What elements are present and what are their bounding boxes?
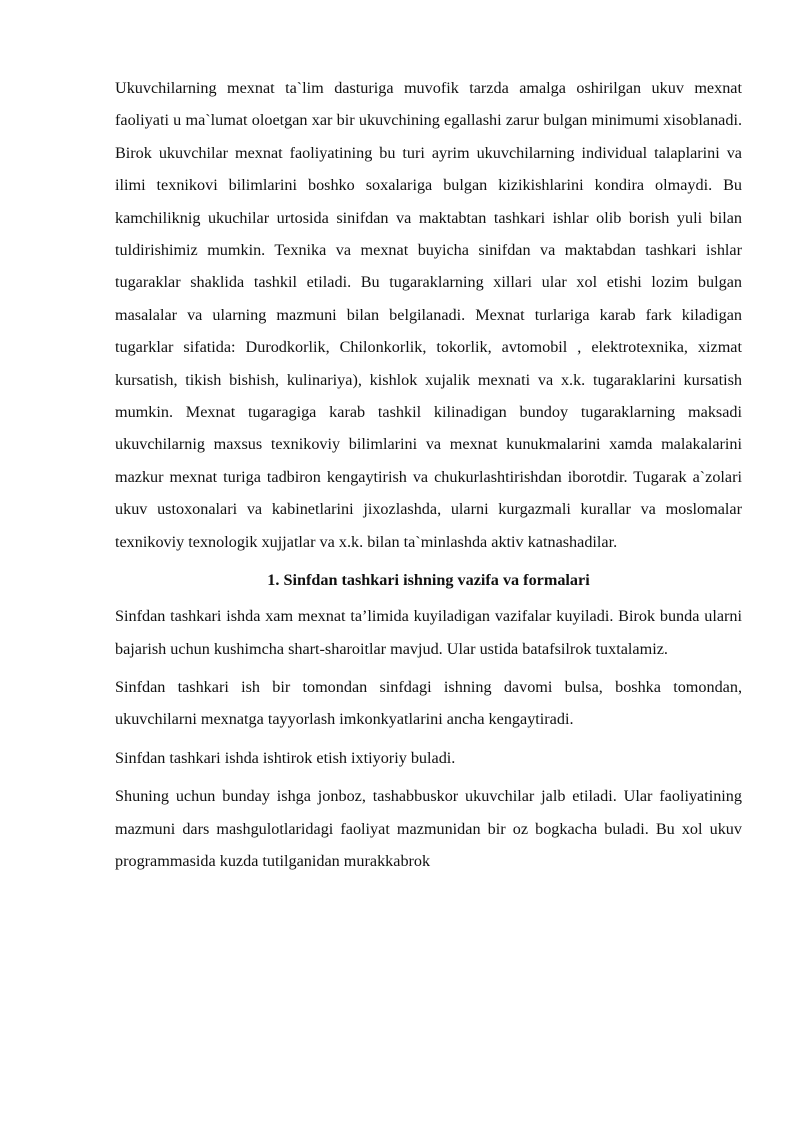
section-heading: 1. Sinfdan tashkari ishning vazifa va formalari <box>267 571 590 590</box>
body-paragraph: Sinfdan tashkari ishda ishtirok etish ixtiyoriy buladi. <box>115 748 456 767</box>
body-paragraph: Shuning uchun bunday ishga jonboz, tashabbuskor ukuvchilar jalb etiladi. Ular faoliyatining mazmuni dars mashgulotlaridagi faoliyat mazmunidan bir oz bogkacha buladi. Bu xol ukuv programmasida kuzda tutilganidan murakkabrok <box>115 787 742 870</box>
body-paragraph: Ukuvchilarning mexnat ta`lim dasturiga muvofik tarzda amalga oshirilgan ukuv mexnat faoliyati u ma`lumat oloetgan xar bir ukuvchining egallashi zarur bulgan minimumi xisoblanadi. Birok ukuvchilar mexnat faoliyatining bu turi ayrim ukuvchilarning individual talaplarini va ilimi texnikovi bilimlarini boshko soxalariga bulgan kizikishlarini kondira olmaydi. Bu kamchiliknig ukuchilar urtosida sinifdan va maktabtan tashkari ishlar olib borish yuli bilan tuldirishimiz mumkin. Texnika va mexnat buyicha sinifdan va maktabdan tashkari ishlar tugaraklar shaklida tashkil etiladi. Bu tugaraklarning xillari ular xol etishi lozim bulgan masalalar va ularning mazmuni bilan belgilanadi. Mexnat turlariga karab fark kiladigan tugarklar sifatida: Durodkorlik, Chilonkorlik, tokorlik, avtomobil , elektrotexnika, xizmat kursatish, tikish bishish, kulinariya), kishlok xujalik mexnati va x.k. tugaraklarini kursatish mumkin. Mexnat tugaragiga karab tashkil kilinadigan bundoy tugaraklarning maksadi ukuvchilarnig maxsus texnikoviy bilimlarini va mexnat kunukmalarini xamda malakalarini mazkur mexnat turiga tadbiron kengaytirish va chukurlashtirishdan iborotdir. Tugarak a`zolari ukuv ustoxonalari va kabinetlarini jixozlashda, ularni kurgazmali kurallar va moslomalar texnikoviy texnologik xujjatlar va x.k. bilan ta`minlashda aktiv katnashadilar. <box>115 79 742 551</box>
document-page <box>115 72 742 877</box>
body-paragraph: Sinfdan tashkari ishda xam mexnat ta’limida kuyiladigan vazifalar kuyiladi. Birok bunda ularni bajarish uchun kushimcha shart-sharoitlar mavjud. Ular ustida batafsilrok tuxtalamiz. <box>115 607 742 658</box>
body-paragraph: Sinfdan tashkari ish bir tomondan sinfdagi ishning davomi bulsa, boshka tomondan, ukuvchilarni mexnatga tayyorlash imkonkyatlarini ancha kengaytiradi. <box>115 677 742 729</box>
